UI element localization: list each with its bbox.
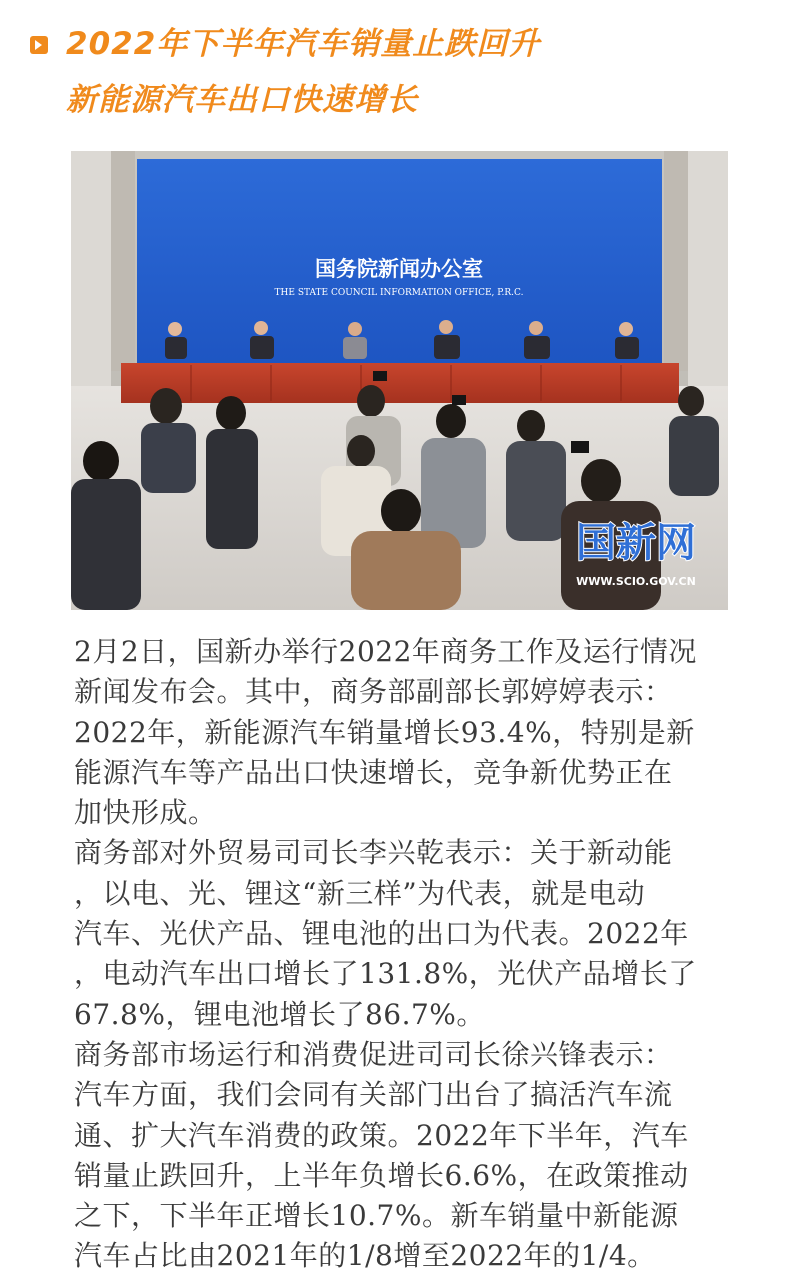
article-body (74, 632, 734, 1271)
paragraph-market-operation (74, 1035, 734, 1271)
text-line: 商务部对外贸易司司长李兴乾表示：关于新动能 (74, 836, 673, 870)
watermark-logo: 国新网 (576, 520, 696, 566)
text-line: ，以电、光、锂这“新三样”为代表，就是电动 (74, 876, 646, 910)
backdrop-title-cn: 国务院新闻办公室 (315, 257, 483, 281)
watermark-url: WWW.SCIO.GOV.CN (576, 575, 696, 588)
headline-bullet-icon (30, 36, 48, 54)
text-line: 通、扩大汽车消费的政策。2022年下半年，汽车 (74, 1118, 689, 1152)
text-line: 新闻发布会。其中，商务部副部长郭婷婷表示： (74, 675, 673, 709)
text-line: 汽车方面，我们会同有关部门出台了搞活汽车流 (74, 1078, 673, 1112)
text-line: 汽车、光伏产品、锂电池的出口为代表。2022年 (74, 917, 689, 951)
paragraph-foreign-trade (74, 833, 734, 1034)
headline-line-1: 2022年下半年汽车销量止跌回升 (66, 26, 541, 62)
text-line: ，电动汽车出口增长了131.8%，光伏产品增长了 (74, 957, 697, 991)
text-line: 67.8%，锂电池增长了86.7%。 (74, 997, 485, 1031)
photo-illustration (71, 151, 728, 610)
text-line: 销量止跌回升，上半年负增长6.6%，在政策推动 (74, 1158, 689, 1192)
paragraph-vice-minister (74, 632, 734, 833)
text-line: 2月2日，国新办举行2022年商务工作及运行情况 (74, 635, 697, 668)
press-conference-photo (71, 151, 728, 610)
text-line: 之下，下半年正增长10.7%。新车销量中新能源 (74, 1199, 679, 1233)
text-line: 商务部市场运行和消费促进司司长徐兴锋表示： (74, 1037, 673, 1071)
text-line: 汽车占比由2021年的1/8增至2022年的1/4。 (74, 1239, 656, 1271)
backdrop-title-en: THE STATE COUNCIL INFORMATION OFFICE, P.R.C. (274, 288, 524, 298)
text-line: 能源汽车等产品出口快速增长，竞争新优势正在 (74, 755, 673, 789)
text-line: 2022年，新能源汽车销量增长93.4%，特别是新 (74, 715, 695, 749)
text-line: 加快形成。 (74, 796, 217, 830)
headline-line-2: 新能源汽车出口快速增长 (66, 82, 418, 118)
